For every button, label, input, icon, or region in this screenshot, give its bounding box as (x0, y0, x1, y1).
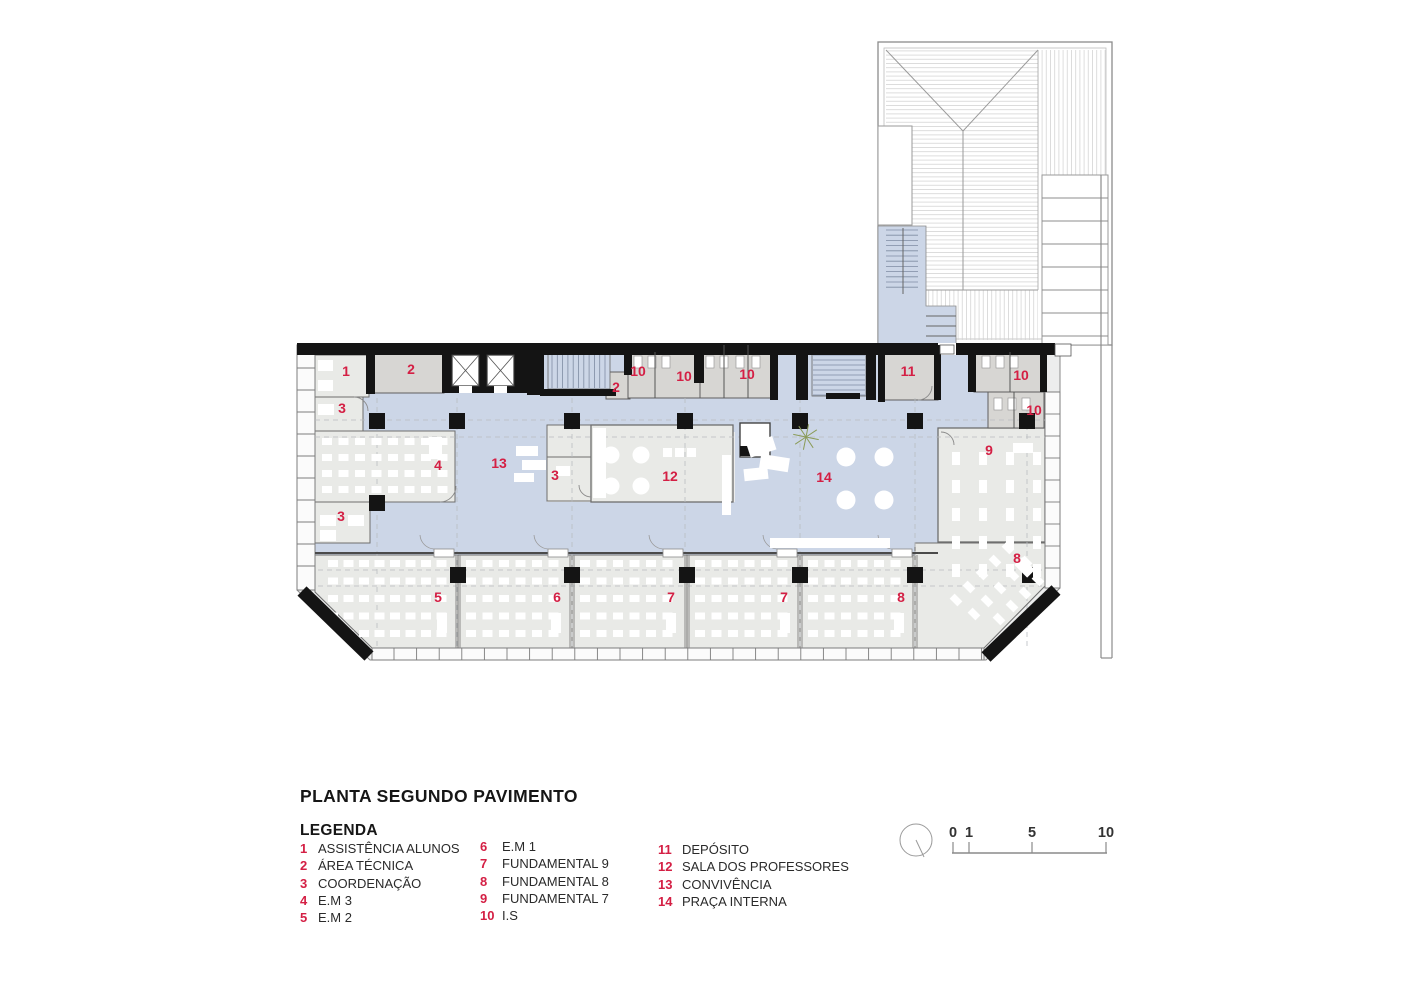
legend-item-label: ÁREA TÉCNICA (318, 858, 414, 874)
room-label-2: 2 (612, 379, 620, 395)
room-label-7: 7 (780, 589, 788, 605)
room-label-10: 10 (1026, 402, 1042, 418)
room-label-8: 8 (1013, 550, 1021, 566)
room-label-10: 10 (630, 363, 646, 379)
room-label-3: 3 (338, 400, 346, 416)
room-label-8: 8 (897, 589, 905, 605)
roof-opening (878, 126, 912, 225)
legend-item-label: E.M 3 (318, 892, 352, 908)
room-label-1: 1 (342, 363, 350, 379)
room-label-4: 4 (434, 457, 442, 473)
legend-item-number: 8 (480, 873, 488, 889)
stair-east (812, 350, 866, 396)
legend-item-label: E.M 2 (318, 910, 352, 926)
room-label-2: 2 (407, 361, 415, 377)
exterior-ramp (1042, 175, 1108, 345)
legend-item-label: SALA DOS PROFESSORES (682, 859, 849, 875)
facade-left (297, 345, 315, 590)
legend-item-label: ASSISTÊNCIA ALUNOS (318, 841, 460, 856)
stair-west (548, 352, 610, 389)
main-floor (297, 343, 1071, 660)
scale-label: 1 (964, 825, 974, 841)
legend-item-number: 2 (300, 858, 308, 874)
scale-bar (949, 825, 1114, 853)
room-label-11: 11 (900, 363, 916, 379)
scale-label: 0 (948, 825, 958, 841)
legend-item-label: PRAÇA INTERNA (682, 893, 787, 909)
room-pantry (547, 425, 591, 457)
legend-item-number: 6 (480, 839, 488, 854)
scale-label: 5 (1027, 825, 1037, 841)
legend-item-label: FUNDAMENTAL 7 (502, 890, 609, 906)
legend-item-label: CONVIVÊNCIA (682, 876, 772, 892)
room-label-7: 7 (667, 589, 675, 605)
legend-item-number: 1 (300, 841, 308, 856)
legend-item-label: E.M 1 (502, 839, 536, 854)
legend-item-number: 11 (658, 842, 672, 857)
room-label-6: 6 (553, 589, 561, 605)
room-label-10: 10 (676, 368, 692, 384)
legend-item-label: DEPÓSITO (682, 842, 749, 857)
legend-item-label: I.S (502, 908, 518, 924)
room-label-10: 10 (1013, 367, 1029, 383)
room-label-12: 12 (662, 468, 678, 484)
facade-bottom (372, 648, 984, 660)
room-label-5: 5 (434, 589, 442, 605)
room-label-10: 10 (739, 366, 755, 382)
legend-item-number: 10 (480, 908, 495, 924)
legend-item-number: 7 (480, 856, 488, 872)
legend-item-number: 14 (658, 893, 673, 909)
title-block (300, 786, 578, 840)
north-arrow-icon (900, 824, 932, 857)
scale-label: 10 (1097, 825, 1115, 841)
room-label-13: 13 (491, 455, 507, 471)
legend-item-number: 13 (658, 876, 673, 892)
legend-item-number: 3 (300, 875, 308, 891)
room-label-3: 3 (337, 508, 345, 524)
legend-item-label: FUNDAMENTAL 8 (502, 873, 609, 889)
room-label-3: 3 (551, 467, 559, 483)
page-title: PLANTA SEGUNDO PAVIMENTO (300, 786, 578, 806)
legend-item-number: 9 (480, 890, 488, 906)
facade-right (1045, 392, 1060, 588)
legend-item-label: COORDENAÇÃO (318, 875, 422, 891)
legend-item-number: 5 (300, 910, 308, 926)
legend-heading: LEGENDA (300, 822, 378, 839)
room-label-14: 14 (816, 469, 832, 485)
room-label-9: 9 (985, 442, 993, 458)
legend-item-number: 4 (300, 892, 308, 908)
legend-item-label: FUNDAMENTAL 9 (502, 856, 609, 872)
legend-item-number: 12 (658, 859, 673, 875)
